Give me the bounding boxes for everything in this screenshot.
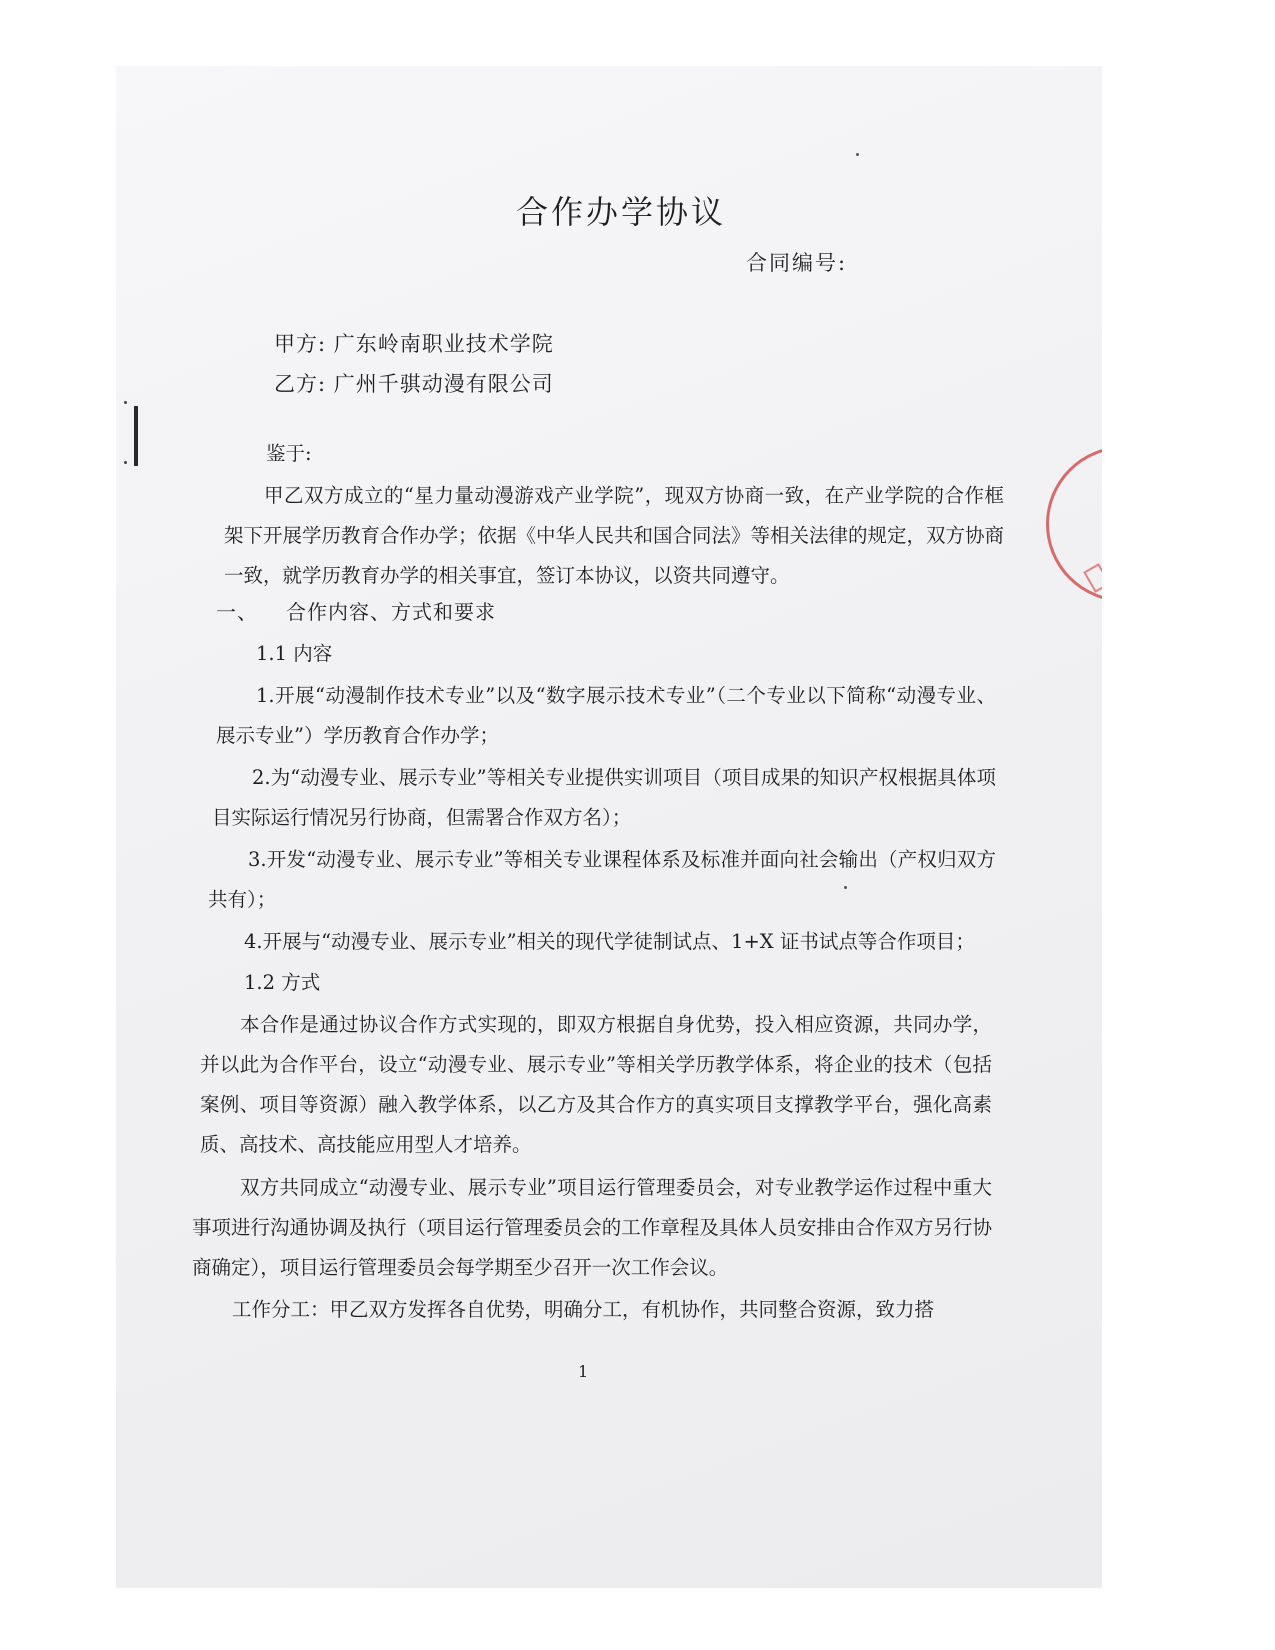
section-1-heading	[216, 596, 496, 625]
division-paragraph: 工作分工：甲乙双方发挥各自优势，明确分工，有机协作，共同整合资源，致力搭	[232, 1298, 935, 1321]
party-b: 乙方: 广州千骐动漫有限公司	[274, 372, 554, 396]
content-item-4: 4.开展与“动漫专业、展示专业”相关的现代学徒制试点、1+X 证书试点等合作项目；	[244, 930, 975, 953]
subsection-1-2: 1.2 方式	[244, 971, 321, 994]
binder-dot	[124, 401, 127, 404]
content-item-1: 1.开展“动漫制作技术专业”以及“数字展示技术专业”（二个专业以下简称“动漫专业、展示专业”）学历教育合作办学；	[216, 684, 996, 747]
content-item-2: 2.为“动漫专业、展示专业”等相关专业提供实训项目（项目成果的知识产权根据具体项目实际运行情况另行协商，但需署合作双方名）；	[212, 766, 996, 829]
page-number: 1	[578, 1362, 589, 1381]
method-paragraph: 本合作是通过协议合作方式实现的，即双方根据自身优势，投入相应资源，共同办学，并以此为合作平台，设立“动漫专业、展示专业”等相关学历教学体系，将企业的技术（包括案例、项目等资源）融入教学体系，以乙方及其合作方的真实项目支撑教学平台，强化高素质、高技术、高技能应用型人才培养。	[200, 1013, 992, 1156]
party-a: 甲方: 广东岭南职业技术学院	[274, 332, 554, 356]
committee-paragraph: 双方共同成立“动漫专业、展示专业”项目运行管理委员会，对专业教学运作过程中重大事项进行沟通协调及执行（项目运行管理委员会的工作章程及具体人员安排由合作双方另行协商确定），项目运行管理委员会每学期至少召开一次工作会议。	[192, 1176, 992, 1279]
document-photo	[116, 66, 1102, 1588]
section-1-title: 合作内容、方式和要求	[286, 600, 496, 624]
contract-number-label: 合同编号:	[746, 251, 848, 275]
binder-dot	[124, 461, 127, 464]
whereas-label: 鉴于:	[266, 442, 312, 465]
content-item-3: 3.开发“动漫专业、展示专业”等相关专业课程体系及标准并面向社会输出（产权归双方共有）；	[208, 848, 996, 911]
binder-mark	[134, 406, 138, 466]
subsection-1-1: 1.1 内容	[256, 642, 333, 665]
document-title: 合作办学协议	[515, 193, 726, 231]
section-1-number: 一、	[216, 600, 258, 624]
intro-paragraph: 甲乙双方成立的“星力量动漫游戏产业学院”，现双方协商一致，在产业学院的合作框架下开展学历教育合作办学；依据《中华人民共和国合同法》等相关法律的规定，双方协商一致，就学历教育办学的相关事宜，签订本协议，以资共同遵守。	[224, 484, 1005, 587]
speck	[856, 153, 859, 156]
